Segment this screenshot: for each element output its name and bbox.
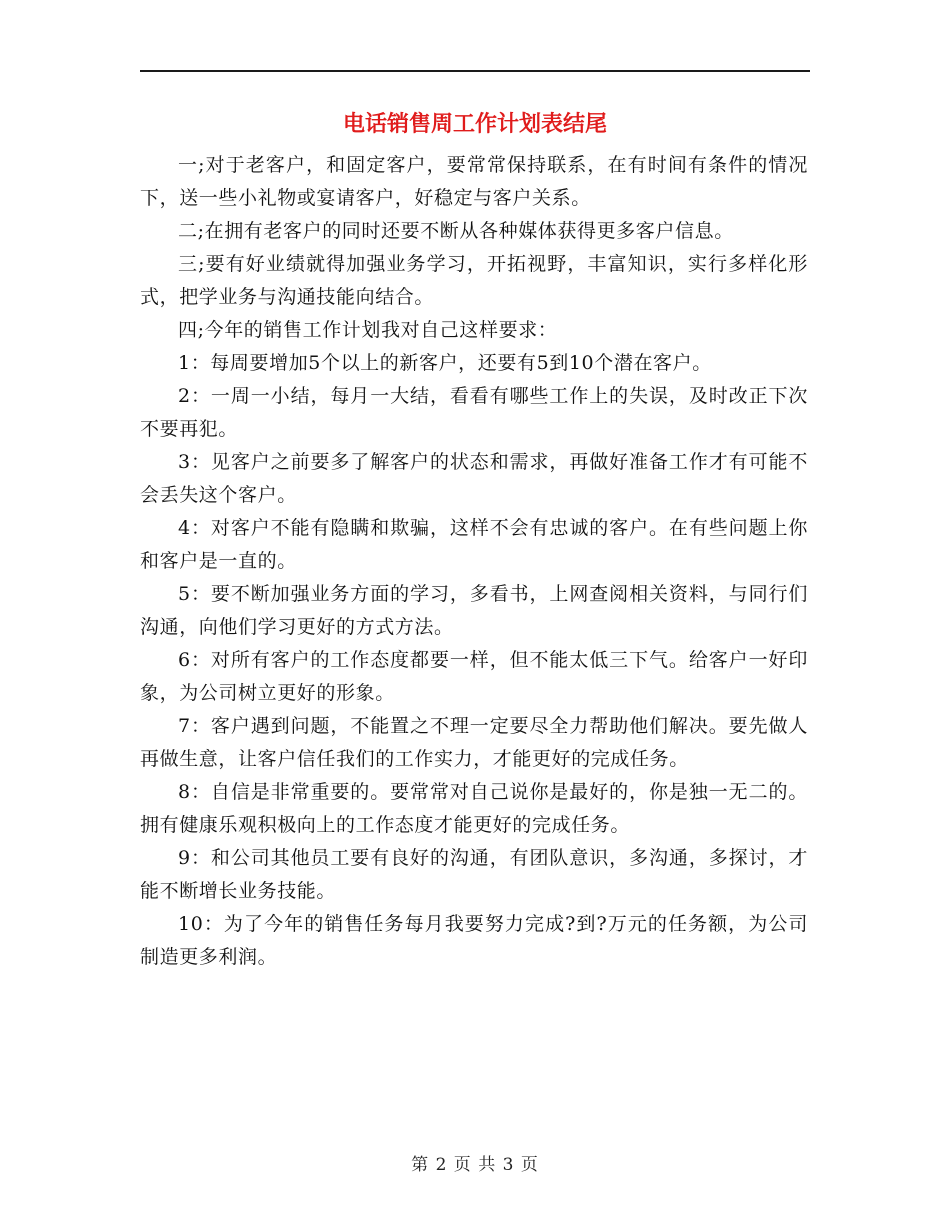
list-item-9: 9：和公司其他员工要有良好的沟通，有团队意识，多沟通，多探讨，才能不断增长业务技能。 xyxy=(140,847,808,902)
document-title: 电话销售周工作计划表结尾 xyxy=(342,112,607,137)
list-item-5: 5：要不断加强业务方面的学习，多看书，上网查阅相关资料，与同行们沟通，向他们学习更好的方式方法。 xyxy=(140,583,808,638)
paragraph-1: 一;对于老客户，和固定客户，要常常保持联系，在有时间有条件的情况下，送一些小礼物或宴请客户，好稳定与客户关系。 xyxy=(140,154,808,209)
list-item-4: 4：对客户不能有隐瞒和欺骗，这样不会有忠诚的客户。在有些问题上你和客户是一直的。 xyxy=(140,517,808,572)
paragraph-2: 二;在拥有老客户的同时还要不断从各种媒体获得更多客户信息。 xyxy=(178,220,734,242)
list-item-1: 1：每周要增加5个以上的新客户，还要有5到10个潜在客户。 xyxy=(178,352,712,374)
list-item-10: 10：为了今年的销售任务每月我要努力完成?到?万元的任务额，为公司制造更多利润。 xyxy=(140,913,808,968)
paragraph-3: 三;要有好业绩就得加强业务学习，开拓视野，丰富知识，实行多样化形式，把学业务与沟通技能向结合。 xyxy=(140,253,808,308)
list-item-8: 8：自信是非常重要的。要常常对自己说你是最好的，你是独一无二的。拥有健康乐观积极向上的工作态度才能更好的完成任务。 xyxy=(140,781,808,836)
list-item-3: 3：见客户之前要多了解客户的状态和需求，再做好准备工作才有可能不会丢失这个客户。 xyxy=(140,451,808,506)
header-rule xyxy=(140,70,810,72)
paragraph-4: 四;今年的销售工作计划我对自己这样要求： xyxy=(178,319,558,341)
list-item-6: 6：对所有客户的工作态度都要一样，但不能太低三下气。给客户一好印象，为公司树立更好的形象。 xyxy=(140,649,808,704)
page-number: 第 2 页 共 3 页 xyxy=(411,1155,539,1175)
list-item-7: 7：客户遇到问题，不能置之不理一定要尽全力帮助他们解决。要先做人再做生意，让客户信任我们的工作实力，才能更好的完成任务。 xyxy=(140,715,808,770)
document-body xyxy=(140,149,808,974)
list-item-2: 2：一周一小结，每月一大结，看看有哪些工作上的失误，及时改正下次不要再犯。 xyxy=(140,385,808,440)
